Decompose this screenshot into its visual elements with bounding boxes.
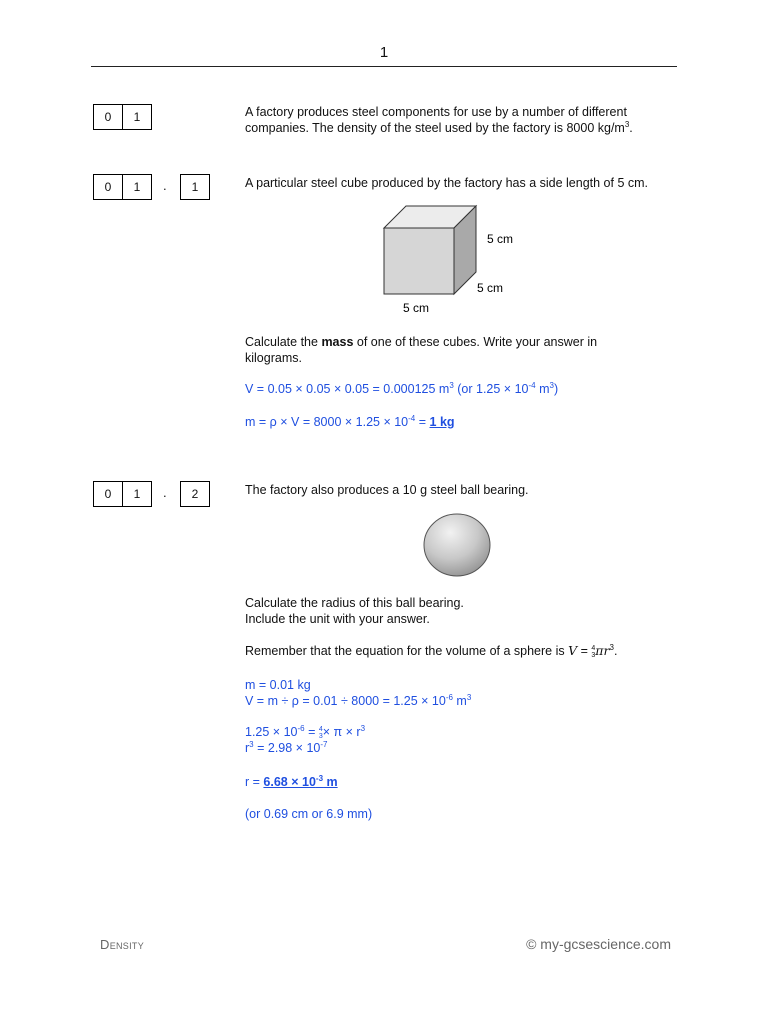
answer-text: V = 0.05 × 0.05 × 0.05 = 0.000125 m [245, 382, 450, 396]
hint-text: . [613, 644, 618, 658]
answer-text: = [415, 415, 430, 429]
superscript: -4 [408, 414, 416, 423]
fraction-denominator: 3 [591, 651, 596, 659]
question-dot: . [163, 485, 167, 500]
steel-cube-diagram [370, 200, 550, 320]
prompt-bold: mass [321, 335, 354, 349]
question-dot: . [163, 178, 167, 193]
answer-text: m = 0.01 kg [245, 678, 311, 692]
prompt-text: kilograms. [245, 351, 302, 365]
question-digit: 0 [93, 104, 123, 130]
intro-line2: companies. The density of the steel used by the factory is 8000 kg/m [245, 121, 625, 135]
cube-depth-label: 5 cm [477, 281, 504, 295]
superscript: -4 [528, 381, 536, 390]
fraction-denominator: 3 [318, 732, 323, 740]
answer-text: V = m ÷ ρ = 0.01 ÷ 8000 = 1.25 × 10 [245, 694, 446, 708]
sub-question-box [180, 174, 210, 200]
answer-text: = 2.98 × 10 [253, 741, 321, 755]
answer-text: (or 1.25 × 10 [453, 382, 529, 396]
answer-block-1 [245, 677, 685, 709]
answer-text: = [304, 725, 319, 739]
answer-block-2 [245, 724, 685, 756]
question-01-2-prompt [245, 595, 685, 627]
final-answer-unit: m [323, 775, 338, 789]
question-digit: 1 [123, 174, 152, 200]
sub-question-digit: 2 [180, 481, 210, 507]
answer-volume [245, 381, 685, 397]
page-number: 1 [379, 44, 389, 61]
question-digit: 0 [93, 174, 123, 200]
answer-text: m [452, 694, 467, 708]
question-01-1-stem: A particular steel cube produced by the factory has a side length of 5 cm. [245, 176, 649, 190]
prompt-text: Calculate the [245, 335, 322, 349]
fraction-numerator: 4 [591, 644, 596, 652]
question-digit: 1 [123, 481, 152, 507]
question-digit: 0 [93, 481, 123, 507]
superscript: 3 [466, 693, 472, 702]
superscript: -7 [320, 740, 328, 749]
superscript: 3 [249, 740, 254, 749]
superscript: -3 [315, 774, 324, 783]
intro-line1: A factory produces steel components for use by a number of different [245, 105, 627, 119]
prompt-text: Include the unit with your answer. [245, 612, 430, 626]
sphere-volume-hint [245, 643, 685, 659]
superscript: 3 [609, 643, 614, 652]
superscript: 3 [360, 724, 366, 733]
answer-text: r = [245, 775, 264, 789]
question-01-1-prompt [245, 334, 685, 366]
superscript: 3 [449, 381, 454, 390]
question-number-box-01 [93, 104, 152, 130]
header-rule [91, 66, 677, 67]
final-answer-value: 6.68 × 10 [263, 775, 316, 789]
final-answer: 1 kg [429, 415, 455, 429]
superscript: 3 [549, 381, 554, 390]
cube-width-label: 5 cm [403, 301, 430, 315]
sub-question-digit: 1 [180, 174, 210, 200]
answer-text: r [245, 741, 250, 755]
answer-radius [245, 774, 685, 790]
formula-equals: = [577, 644, 592, 658]
ball-bearing-image [420, 511, 494, 581]
question-number-box-01-2 [93, 481, 152, 507]
question-number-box-01-1 [93, 174, 152, 200]
question-digit: 1 [123, 104, 152, 130]
prompt-text: Calculate the radius of this ball bearing. [245, 596, 464, 610]
question-01-2-stem: The factory also produces a 10 g steel ball bearing. [245, 483, 529, 497]
final-answer [263, 775, 337, 789]
question-01-intro [245, 104, 685, 136]
answer-text: m [535, 382, 550, 396]
intro-line2-end: . [629, 121, 633, 135]
formula-variable: V [568, 643, 578, 658]
ball-shape [424, 514, 490, 576]
answer-alternatives: (or 0.69 cm or 6.9 mm) [245, 807, 373, 821]
answer-text: × π × r [322, 725, 361, 739]
answer-text: m = ρ × V = 8000 × 1.25 × 10 [245, 415, 409, 429]
formula-pi-r: πr [595, 643, 610, 658]
answer-text: 1.25 × 10 [245, 725, 298, 739]
superscript: -6 [445, 693, 453, 702]
answer-text: ) [553, 382, 559, 396]
sub-question-box [180, 481, 210, 507]
superscript: -6 [297, 724, 305, 733]
cube-height-label: 5 cm [487, 232, 514, 246]
answer-mass [245, 414, 685, 430]
cube-front-face [384, 228, 454, 294]
superscript: 3 [624, 120, 630, 129]
footer-copyright: © my-gcsescience.com [526, 936, 671, 952]
hint-text: Remember that the equation for the volume of a sphere is [245, 644, 569, 658]
footer-topic: Density [100, 937, 144, 952]
prompt-text: of one of these cubes. Write your answer in [353, 335, 598, 349]
fraction-numerator: 4 [318, 725, 323, 733]
